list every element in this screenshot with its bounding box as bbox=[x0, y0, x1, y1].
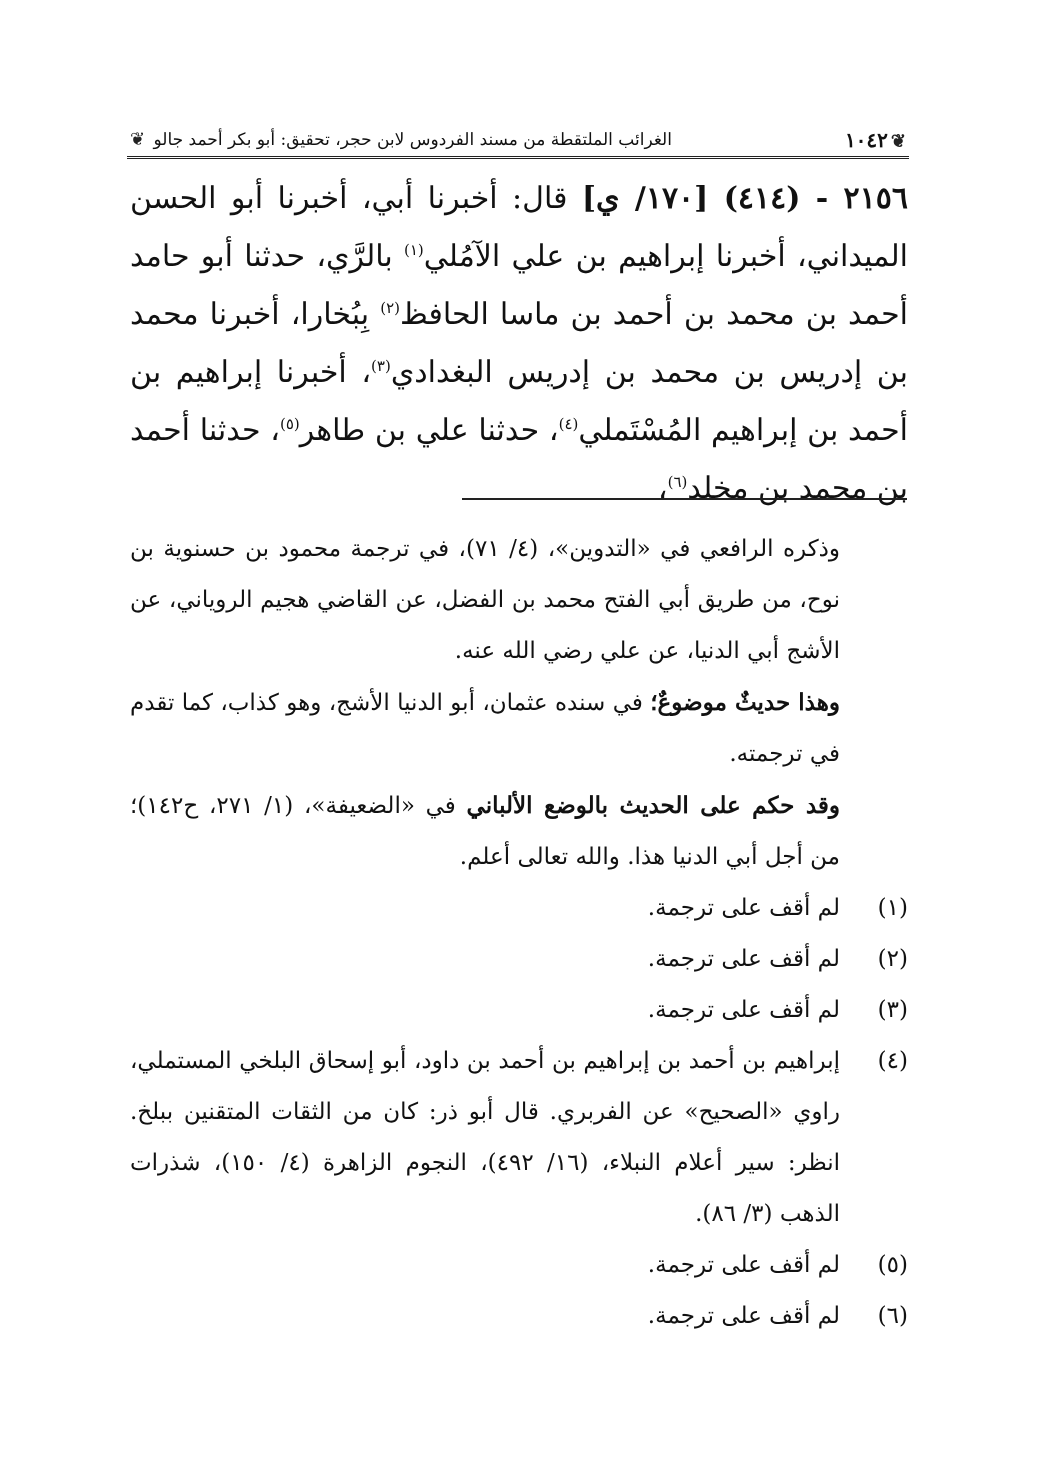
footnote-mark: (٤) bbox=[877, 1048, 908, 1074]
main-text bbox=[130, 170, 908, 518]
footnote-text: لم أقف على ترجمة. bbox=[647, 997, 840, 1023]
footnote-1 bbox=[130, 883, 908, 934]
footnote-text: لم أقف على ترجمة. bbox=[647, 895, 840, 921]
footnote-ref-6: (٦) bbox=[667, 473, 688, 491]
isnad-part-2: بالرَّي، حدثنا أبو حامد أحمد بن محمد بن أحمد بن ماسا الحافظ bbox=[130, 239, 908, 332]
footnote-ref-4: (٤) bbox=[558, 415, 579, 433]
hadith-number: ٢١٥٦ - (٤١٤) [١٧٠/ ي] bbox=[581, 181, 908, 216]
ornament-left-icon: ❦ bbox=[130, 129, 146, 150]
footnote-5 bbox=[130, 1240, 908, 1291]
footnote-separator bbox=[462, 498, 907, 500]
footnote-mark: (١) bbox=[877, 895, 908, 921]
hadith-paragraph bbox=[130, 170, 908, 518]
isnad-part-4: ، أخبرنا إبراهيم بن أحمد بن إبراهيم المُسْتَملي bbox=[130, 355, 909, 448]
isnad-part-5: ، حدثنا علي بن طاهر bbox=[299, 413, 559, 448]
footnote-2 bbox=[130, 934, 908, 985]
isnad-part-7: ، bbox=[657, 471, 668, 506]
footnote-mark: (٣) bbox=[877, 997, 908, 1023]
footnote-mark: (٢) bbox=[877, 946, 908, 972]
footnote-ref-2: (٢) bbox=[380, 299, 400, 317]
ornament-right-icon: ❦ bbox=[890, 131, 906, 152]
isnad-part-6: ، حدثنا أحمد بن محمد بن مخلد bbox=[130, 413, 908, 506]
footnote-ref-1: (١) bbox=[403, 241, 424, 259]
footnote-3 bbox=[130, 985, 908, 1036]
footnote-text: إبراهيم بن أحمد بن إبراهيم بن أحمد بن داود، أبو إسحاق البلخي المستملي، راوي «الصحيح» عن الفربري. قال أبو ذر: كان من الثقات المتقنين ببلخ. انظر: سير أعلام النبلاء، (١٦/ ٤٩٢)، النجوم الزاهرة (٤/ ١٥٠)، شذرات الذهب (٣/ ٨٦). bbox=[130, 1048, 841, 1227]
note-paragraph-1: وذكره الرافعي في «التدوين»، (٤/ ٧١)، في ترجمة محمود بن حسنوية بن نوح، من طريق أبي الفتح محمد بن الفضل، عن القاضي هجيم الروياني، عن الأشج أبي الدنيا، عن علي رضي الله عنه. bbox=[130, 536, 841, 664]
running-title: الغرائب الملتقطة من مسند الفردوس لابن حجر، تحقيق: أبو بكر أحمد جالو bbox=[153, 130, 672, 150]
footnote-text: لم أقف على ترجمة. bbox=[647, 1252, 840, 1278]
note-paragraph-2-text: في سنده عثمان، أبو الدنيا الأشج، وهو كذاب، كما تقدم في ترجمته. bbox=[130, 690, 840, 767]
footnote-text: لم أقف على ترجمة. bbox=[647, 1303, 840, 1329]
page-number-block bbox=[845, 128, 909, 156]
footnote-6 bbox=[130, 1291, 908, 1342]
footnotes-area bbox=[130, 524, 908, 1342]
footnote-mark: (٦) bbox=[877, 1303, 908, 1329]
page-number: ١٠٤٢ bbox=[844, 128, 888, 152]
footnote-ref-3: (٣) bbox=[371, 357, 391, 375]
footnote-mark: (٥) bbox=[877, 1252, 908, 1278]
isnad-part-1: قال: أخبرنا أبي، أخبرنا أبو الحسن الميداني، أخبرنا إبراهيم بن علي الآمُلي bbox=[130, 181, 908, 274]
footnote-ref-5: (٥) bbox=[279, 415, 300, 433]
note-paragraph-3 bbox=[130, 780, 908, 883]
note-paragraph-3-text: في «الضعيفة»، (١/ ٢٧١، ح١٤٢)؛ من أجل أبي الدنيا هذا. والله تعالى أعلم. bbox=[130, 793, 840, 870]
note-paragraph-3-bold: وقد حكم على الحديث بالوضع الألباني bbox=[466, 792, 840, 819]
isnad-part-3: بِبُخارا، أخبرنا محمد بن إدريس بن محمد بن إدريس البغدادي bbox=[130, 297, 908, 390]
footnote-4 bbox=[130, 1036, 908, 1240]
running-title-block bbox=[127, 129, 672, 156]
footnote-text: لم أقف على ترجمة. bbox=[647, 946, 840, 972]
running-header bbox=[127, 112, 909, 159]
note-paragraph-2-bold: وهذا حديثٌ موضوعٌ؛ bbox=[650, 689, 840, 716]
note-paragraph-2 bbox=[130, 677, 908, 780]
